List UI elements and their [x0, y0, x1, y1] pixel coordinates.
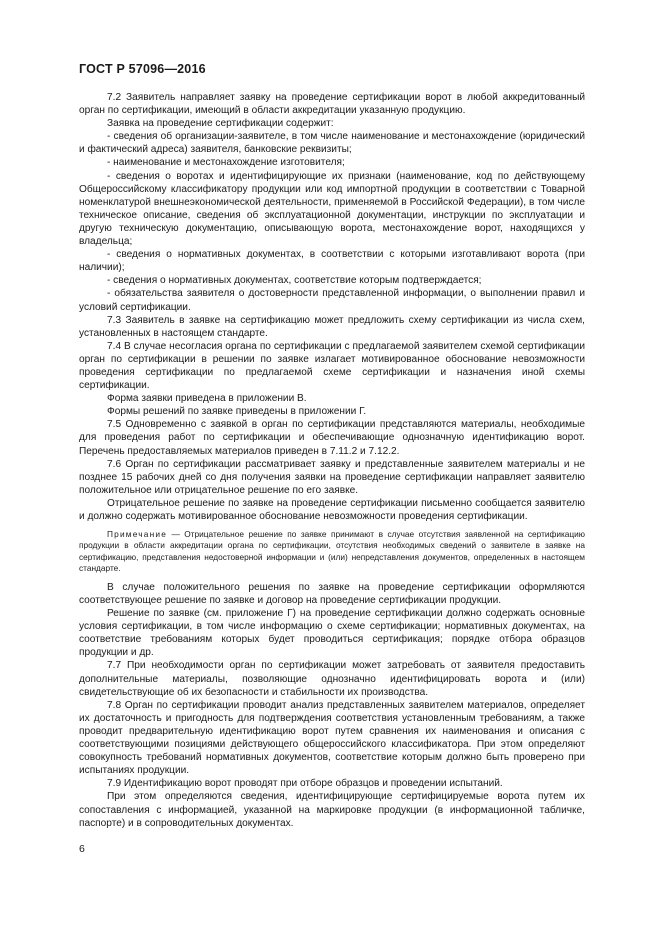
paragraph: 7.4 В случае несогласия органа по сертификации с предлагаемой заявителем схемой сертификации орган по сертификации в решении по заявке излагает мотивированное обоснование невозможности проведения сертификации по предлагаемой схеме сертификации и назначения иной схемы сертификации. [79, 340, 585, 392]
paragraph: Заявка на проведение сертификации содержит: [107, 118, 334, 130]
paragraph: 7.7 При необходимости орган по сертификации может затребовать от заявителя предоставить дополнительные материалы, позволяющие однозначно идентифицировать ворота и (или) свидетельствующие об их безопасности и стабильности их производства. [79, 660, 585, 698]
page-number: 6 [79, 843, 85, 855]
note-text: — Отрицательное решение по заявке принимают в случае отсутствия заявленной на сертификацию продукции в области аккредитации органа по сертификации, отсутствия необходимых сведений о заявителе в заявке на сертификацию, представления недостоверной информации и (или) непредставления документов, определенных в настоящем стандарте. [79, 529, 585, 573]
list-item: - сведения о воротах и идентифицирующие их признаки (наименование, код по действующему Общероссийскому классификатору продукции или код импортной продукции в соответствии с Товарной номенклатурой внешнеэкономической деятельности, применяемой в Российской Федерации), в том числе техническое описание, сведения об эксплуатационной документации, инструкции по эксплуатации и другую техническую документацию, описывающую ворота, местонахождение ворот, находящихся у владельца; [79, 170, 585, 248]
document-body [79, 91, 585, 830]
list-item: - обязательства заявителя о достоверности представленной информации, о выполнении правил и условий сертификации. [79, 288, 585, 313]
paragraph: 7.9 Идентификацию ворот проводят при отборе образцов и проведении испытаний. [107, 778, 503, 790]
paragraph: 7.6 Орган по сертификации рассматривает заявку и представленные заявителем материалы и не позднее 15 рабочих дней со дня получения заявки на проведение сертификации направляет заявителю положительное или отрицательное решение по его заявке. [79, 458, 585, 496]
paragraph: Отрицательное решение по заявке на проведение сертификации письменно сообщается заявителю и должно содержать мотивированное обоснование невозможности проведения сертификации. [79, 497, 585, 522]
list-item: - сведения об организации-заявителе, в том числе наименование и местонахождение (юридический и фактический адреса) заявителя, банковские реквизиты; [79, 131, 585, 156]
paragraph: 7.8 Орган по сертификации проводит анализ представленных заявителем материалов, определяет их достаточность и пригодность для подтверждения соответствия установленным требованиям, а также проводит предварительную идентификацию ворот путем сравнения их наименования и описания с соответствующими позициями действующего общероссийского классификатора. При этом определяют совокупность требований нормативных документов, соответствие которым должно быть проверено при испытаниях продукции. [79, 699, 585, 777]
paragraph: Решение по заявке (см. приложение Г) на проведение сертификации должно содержать основные условия сертификации, в том числе информацию о схеме сертификации; нормативных документах, на соответствие требованиям которых будет проводиться сертификация; порядке отбора образцов продукции и др. [79, 608, 585, 659]
note-label: Примечание [107, 529, 168, 540]
paragraph: 7.3 Заявитель в заявке на сертификацию может предложить схему сертификации из числа схем, установленных в настоящем стандарте. [79, 314, 585, 339]
paragraph: Формы решений по заявке приведены в приложении Г. [107, 406, 367, 418]
paragraph: Форма заявки приведена в приложении В. [107, 393, 307, 405]
document-header: ГОСТ Р 57096—2016 [79, 62, 206, 76]
list-item: - сведения о нормативных документах, в соответствии с которыми изготавливают ворота (при наличии); [79, 249, 585, 274]
note [79, 529, 585, 574]
paragraph: 7.2 Заявитель направляет заявку на проведение сертификации ворот в любой аккредитованный орган по сертификации, имеющий в области аккредитации указанную продукцию. [79, 92, 585, 117]
list-item: - сведения о нормативных документах, соответствие которым подтверждается; [107, 275, 482, 287]
paragraph: 7.5 Одновременно с заявкой в орган по сертификации представляются материалы, необходимые для проведения работ по сертификации и обеспечивающие однозначную идентификацию ворот. Перечень предоставляемых материалов приведен в 7.11.2 и 7.12.2. [79, 419, 585, 457]
list-item: - наименование и местонахождение изготовителя; [107, 157, 345, 169]
paragraph: При этом определяются сведения, идентифицирующие сертифицируемые ворота путем их сопоставления с информацией, указанной на маркировке продукции (в информационной табличке, паспорте) и в сопроводительных документах. [79, 791, 585, 829]
paragraph: В случае положительного решения по заявке на проведение сертификации оформляются соответствующее решение по заявке и договор на проведение сертификации продукции. [79, 581, 585, 606]
